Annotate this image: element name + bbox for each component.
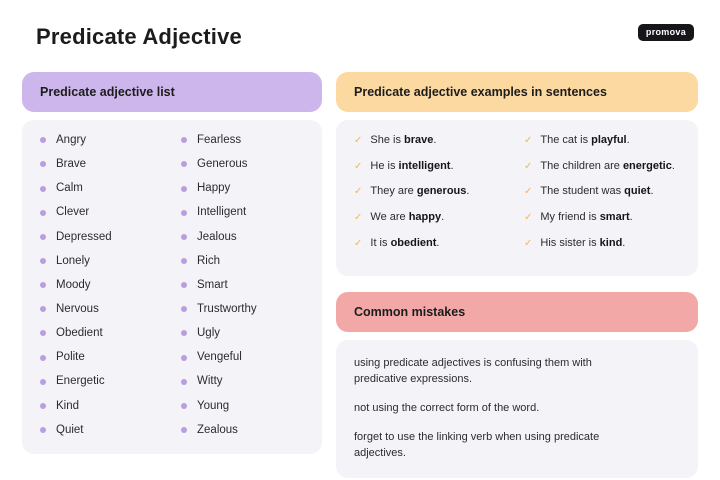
bullet-dot-icon <box>181 161 187 167</box>
example-suffix: . <box>650 185 654 198</box>
bullet-dot-icon <box>181 306 187 312</box>
list-item-label: Fearless <box>197 134 242 146</box>
example-suffix: . <box>629 210 633 223</box>
example-adjective: smart <box>599 210 630 223</box>
example-adjective: playful <box>591 134 627 146</box>
list-item-label: Trustworthy <box>197 302 257 315</box>
example-item <box>354 134 510 147</box>
bullet-dot-icon <box>181 330 187 336</box>
examples-card <box>336 120 698 276</box>
list-item <box>181 400 304 413</box>
list-item-label: Lonely <box>56 254 90 267</box>
list-item-label: Obedient <box>56 327 103 340</box>
example-adjective: obedient <box>390 236 437 249</box>
mistake-item: using predicate adjectives is confusing them with predicative expressions. <box>354 357 592 386</box>
list-item <box>40 375 163 388</box>
list-item-label: Smart <box>197 278 228 291</box>
list-item <box>181 424 304 437</box>
example-item <box>524 160 680 173</box>
example-item <box>354 185 510 198</box>
list-section-heading: Predicate adjective list <box>22 72 322 112</box>
list-item <box>181 327 304 340</box>
example-suffix: . <box>671 159 675 172</box>
check-icon: ✓ <box>354 211 363 223</box>
bullet-dot-icon <box>181 137 187 143</box>
example-suffix: . <box>433 134 437 146</box>
list-item-label: Calm <box>56 182 83 195</box>
bullet-dot-icon <box>181 186 187 192</box>
header <box>22 24 698 68</box>
list-item-label: Depressed <box>56 230 112 243</box>
example-adjective: brave <box>404 134 434 146</box>
example-suffix: . <box>450 159 454 172</box>
example-suffix: . <box>466 185 470 198</box>
list-item-label: Happy <box>197 182 231 195</box>
bullet-dot-icon <box>40 282 46 288</box>
example-prefix: His sister is <box>540 236 600 249</box>
example-prefix: He is <box>370 159 399 172</box>
right-column <box>336 72 698 478</box>
list-item <box>40 279 163 292</box>
example-adjective: generous <box>416 185 467 198</box>
list-item <box>181 375 304 388</box>
content-columns <box>22 72 698 478</box>
list-item <box>40 231 163 244</box>
example-item <box>524 134 680 147</box>
list-item-label: Zealous <box>197 423 238 436</box>
bullet-dot-icon <box>181 282 187 288</box>
brand-logo: promova <box>638 24 694 41</box>
bullet-dot-icon <box>40 355 46 361</box>
bullet-dot-icon <box>40 427 46 433</box>
list-item-label: Brave <box>56 158 87 171</box>
bullet-dot-icon <box>181 258 187 264</box>
list-item-label: Nervous <box>56 302 99 315</box>
example-suffix: . <box>626 134 630 146</box>
bullet-dot-icon <box>40 137 46 143</box>
bullet-dot-icon <box>40 330 46 336</box>
example-suffix: . <box>441 210 445 223</box>
list-item <box>181 134 304 147</box>
list-item <box>40 158 163 171</box>
list-item <box>40 400 163 413</box>
bullet-dot-icon <box>40 306 46 312</box>
example-prefix: My friend is <box>540 210 600 223</box>
mistakes-section-heading: Common mistakes <box>336 292 698 332</box>
example-item <box>524 237 680 250</box>
list-item-label: Clever <box>56 206 90 219</box>
example-prefix: They are <box>370 185 417 198</box>
example-suffix: . <box>436 236 440 249</box>
list-item <box>181 206 304 219</box>
list-item <box>181 255 304 268</box>
list-item <box>40 182 163 195</box>
example-prefix: The cat is <box>540 134 592 146</box>
list-item <box>181 279 304 292</box>
example-prefix: She is <box>370 134 405 146</box>
list-item-label: Angry <box>56 134 87 146</box>
check-icon: ✓ <box>354 160 363 172</box>
adjective-column-one <box>40 134 163 448</box>
examples-column-one <box>354 134 510 262</box>
list-item <box>181 303 304 316</box>
adjective-list-card <box>22 120 322 454</box>
list-item <box>181 351 304 364</box>
example-adjective: energetic <box>622 159 672 172</box>
examples-column-two <box>524 134 680 262</box>
list-item <box>181 182 304 195</box>
list-item-label: Young <box>197 399 230 412</box>
example-adjective: kind <box>599 236 623 249</box>
bullet-dot-icon <box>40 379 46 385</box>
bullet-dot-icon <box>181 355 187 361</box>
example-prefix: We are <box>370 210 409 223</box>
bullet-dot-icon <box>40 234 46 240</box>
example-prefix: The student was <box>540 185 625 198</box>
list-item <box>40 206 163 219</box>
list-item-label: Moody <box>56 278 91 291</box>
example-item <box>354 160 510 173</box>
example-adjective: quiet <box>624 185 651 198</box>
check-icon: ✓ <box>524 160 533 172</box>
example-suffix: . <box>622 236 626 249</box>
list-item-label: Polite <box>56 351 85 364</box>
bullet-dot-icon <box>181 403 187 409</box>
list-item <box>40 255 163 268</box>
list-item-label: Witty <box>197 375 223 388</box>
bullet-dot-icon <box>40 161 46 167</box>
list-item-label: Energetic <box>56 375 105 388</box>
check-icon: ✓ <box>524 186 533 198</box>
example-adjective: happy <box>408 210 442 223</box>
example-item <box>354 237 510 250</box>
adjective-column-two <box>181 134 304 448</box>
bullet-dot-icon <box>40 258 46 264</box>
list-item <box>181 158 304 171</box>
bullet-dot-icon <box>181 234 187 240</box>
list-item-label: Quiet <box>56 423 84 436</box>
bullet-dot-icon <box>40 403 46 409</box>
bullet-dot-icon <box>40 186 46 192</box>
list-item-label: Vengeful <box>197 351 242 364</box>
example-adjective: intelligent <box>398 159 451 172</box>
example-item <box>354 211 510 224</box>
list-item-label: Intelligent <box>197 206 247 219</box>
bullet-dot-icon <box>181 210 187 216</box>
list-item-label: Generous <box>197 158 248 171</box>
list-item <box>40 303 163 316</box>
example-item <box>524 211 680 224</box>
list-item-label: Rich <box>197 254 221 267</box>
list-item-label: Ugly <box>197 327 221 340</box>
mistakes-card <box>336 340 698 478</box>
check-icon: ✓ <box>524 135 533 146</box>
list-item-label: Kind <box>56 399 80 412</box>
example-prefix: It is <box>370 236 391 249</box>
list-item <box>181 231 304 244</box>
left-column <box>22 72 322 478</box>
list-item-label: Jealous <box>197 230 237 243</box>
example-prefix: The children are <box>540 159 623 172</box>
page-title: Predicate Adjective <box>36 24 242 49</box>
check-icon: ✓ <box>354 135 363 146</box>
check-icon: ✓ <box>354 186 363 198</box>
list-item <box>40 327 163 340</box>
check-icon: ✓ <box>354 237 363 249</box>
list-item <box>40 424 163 437</box>
mistake-item: not using the correct form of the word. <box>354 402 540 415</box>
check-icon: ✓ <box>524 237 533 249</box>
example-item <box>524 185 680 198</box>
list-item <box>40 351 163 364</box>
examples-section-heading: Predicate adjective examples in sentences <box>336 72 698 112</box>
check-icon: ✓ <box>524 211 533 223</box>
bullet-dot-icon <box>181 379 187 385</box>
mistake-item: forget to use the linking verb when using predicate adjectives. <box>354 431 600 459</box>
bullet-dot-icon <box>181 427 187 433</box>
list-item <box>40 134 163 147</box>
bullet-dot-icon <box>40 210 46 216</box>
